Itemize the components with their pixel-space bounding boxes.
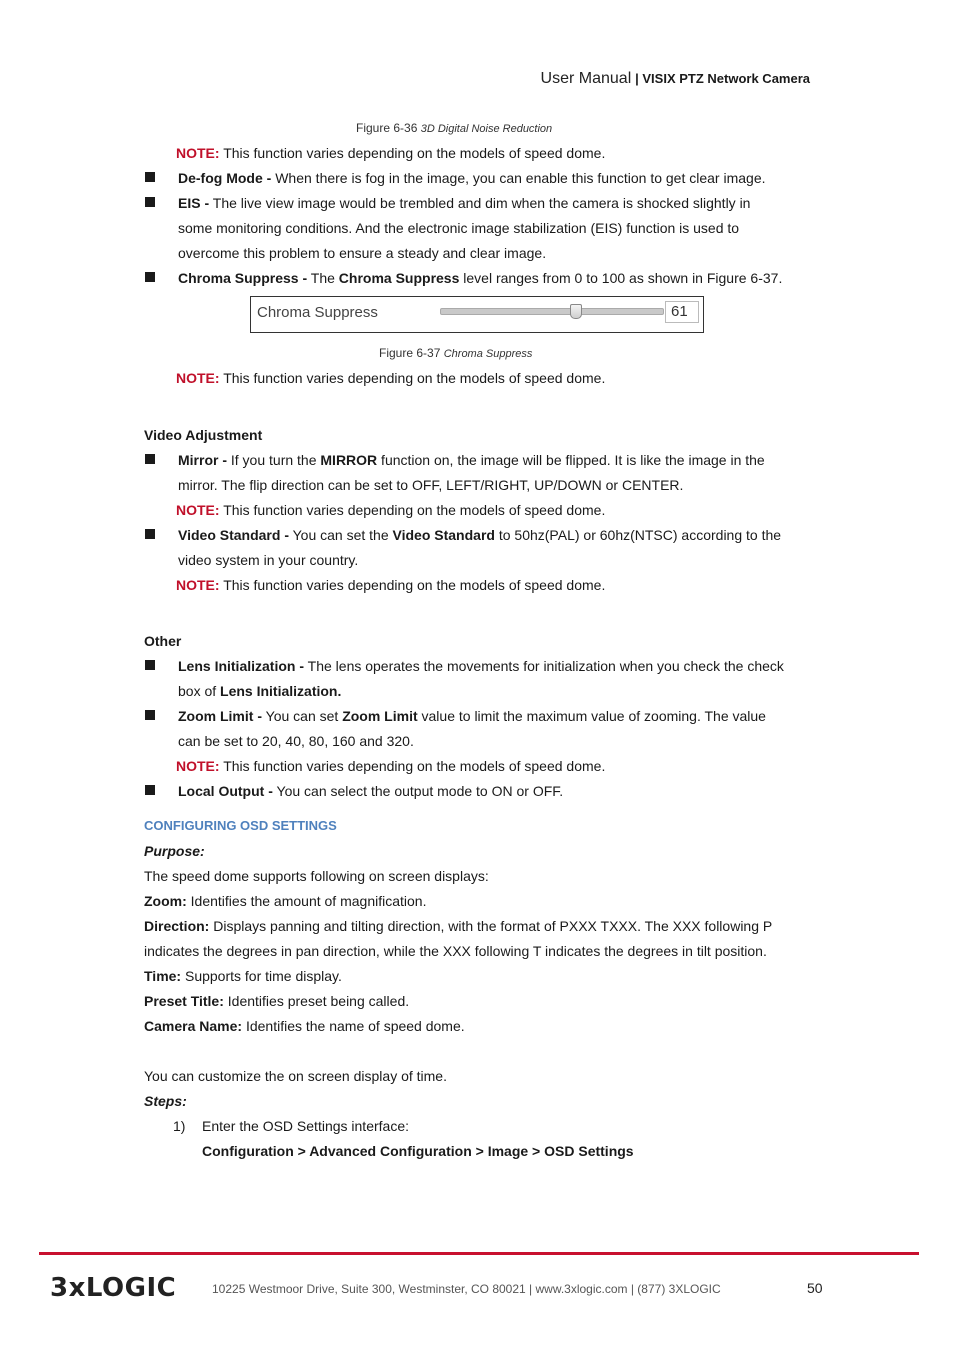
lens-init-line-2: box of Lens Initialization. [178, 683, 342, 699]
bullet-icon [145, 785, 155, 795]
page-header [541, 70, 810, 88]
bullet-icon [145, 197, 155, 207]
step-number: 1) [173, 1118, 186, 1134]
zoom-limit-line-2: can be set to 20, 40, 80, 160 and 320. [178, 733, 414, 749]
mirror-item: Mirror - If you turn the MIRROR function on, the image will be flipped. It is like the image in the [178, 452, 765, 468]
osd-zoom: Zoom: Identifies the amount of magnification. [144, 893, 427, 909]
header-manual: User Manual [540, 70, 632, 87]
chroma-suppress-value-box[interactable] [665, 301, 699, 323]
section-heading-video-adjustment: Video Adjustment [144, 427, 263, 443]
section-heading-other: Other [144, 633, 182, 649]
bullet-icon [145, 172, 155, 182]
osd-direction-line-2: indicates the degrees in pan direction, while the XXX following T indicates the degrees in tilt position. [144, 943, 767, 959]
note: NOTE: This function varies depending on the models of speed dome. [176, 370, 606, 386]
bullet-icon [145, 660, 155, 670]
section-heading-osd: CONFIGURING OSD SETTINGS [144, 818, 337, 833]
osd-camera-name: Camera Name: Identifies the name of speed dome. [144, 1018, 465, 1034]
purpose-text: The speed dome supports following on screen displays: [144, 868, 489, 884]
eis-line-2: some monitoring conditions. And the electronic image stabilization (EIS) function is used to [178, 220, 740, 236]
purpose-label: Purpose: [144, 843, 205, 859]
bullet-icon [145, 454, 155, 464]
note: NOTE: This function varies depending on the models of speed dome. [176, 758, 606, 774]
steps-label: Steps: [144, 1093, 187, 1109]
step-path: Configuration > Advanced Configuration > Image > OSD Settings [202, 1143, 634, 1159]
zoom-limit-item: Zoom Limit - You can set Zoom Limit value to limit the maximum value of zooming. The value [178, 708, 766, 724]
bullet-icon [145, 272, 155, 282]
slider-track[interactable] [440, 308, 664, 315]
chroma-item: Chroma Suppress - The Chroma Suppress level ranges from 0 to 100 as shown in Figure 6-37. [178, 270, 783, 286]
customize-text: You can customize the on screen display of time. [144, 1068, 447, 1084]
eis-line-3: overcome this problem to ensure a steady and clear image. [178, 245, 547, 261]
figure-caption-6-37: Figure 6-37 Chroma Suppress [379, 346, 533, 360]
osd-preset-title: Preset Title: Identifies preset being called. [144, 993, 410, 1009]
mirror-line-2: mirror. The flip direction can be set to OFF, LEFT/RIGHT, UP/DOWN or CENTER. [178, 477, 684, 493]
lens-init-item: Lens Initialization - The lens operates the movements for initialization when you check the check [178, 658, 784, 674]
page-number: 50 [807, 1280, 823, 1296]
local-output-item: Local Output - You can select the output mode to ON or OFF. [178, 783, 564, 799]
step-text: Enter the OSD Settings interface: [202, 1118, 409, 1134]
video-standard-line-2: video system in your country. [178, 552, 359, 568]
osd-direction: Direction: Displays panning and tilting direction, with the format of PXXX TXXX. The XXX following P [144, 918, 773, 934]
chroma-suppress-widget [250, 296, 704, 333]
footer-rule [39, 1252, 919, 1255]
eis-item: EIS - The live view image would be trembled and dim when the camera is shocked slightly in [178, 195, 751, 211]
defog-item: De-fog Mode - When there is fog in the image, you can enable this function to get clear image. [178, 170, 766, 186]
note: NOTE: This function varies depending on the models of speed dome. [176, 577, 606, 593]
footer-address: 10225 Westmoor Drive, Suite 300, Westminster, CO 80021 | www.3xlogic.com | (877) 3XLOGIC [212, 1282, 721, 1296]
note: NOTE: This function varies depending on the models of speed dome. [176, 502, 606, 518]
footer-logo: 3xLOGIC [50, 1273, 177, 1303]
osd-time: Time: Supports for time display. [144, 968, 342, 984]
video-standard-item: Video Standard - You can set the Video Standard to 50hz(PAL) or 60hz(NTSC) according to the [178, 527, 782, 543]
slider-thumb[interactable] [570, 304, 582, 319]
bullet-icon [145, 529, 155, 539]
chroma-suppress-value: 61 [671, 303, 688, 320]
note: NOTE: This function varies depending on the models of speed dome. [176, 145, 606, 161]
chroma-suppress-label: Chroma Suppress [257, 304, 378, 321]
figure-caption-6-36: Figure 6-36 3D Digital Noise Reduction [356, 121, 553, 135]
header-product: | VISIX PTZ Network Camera [635, 71, 810, 86]
bullet-icon [145, 710, 155, 720]
